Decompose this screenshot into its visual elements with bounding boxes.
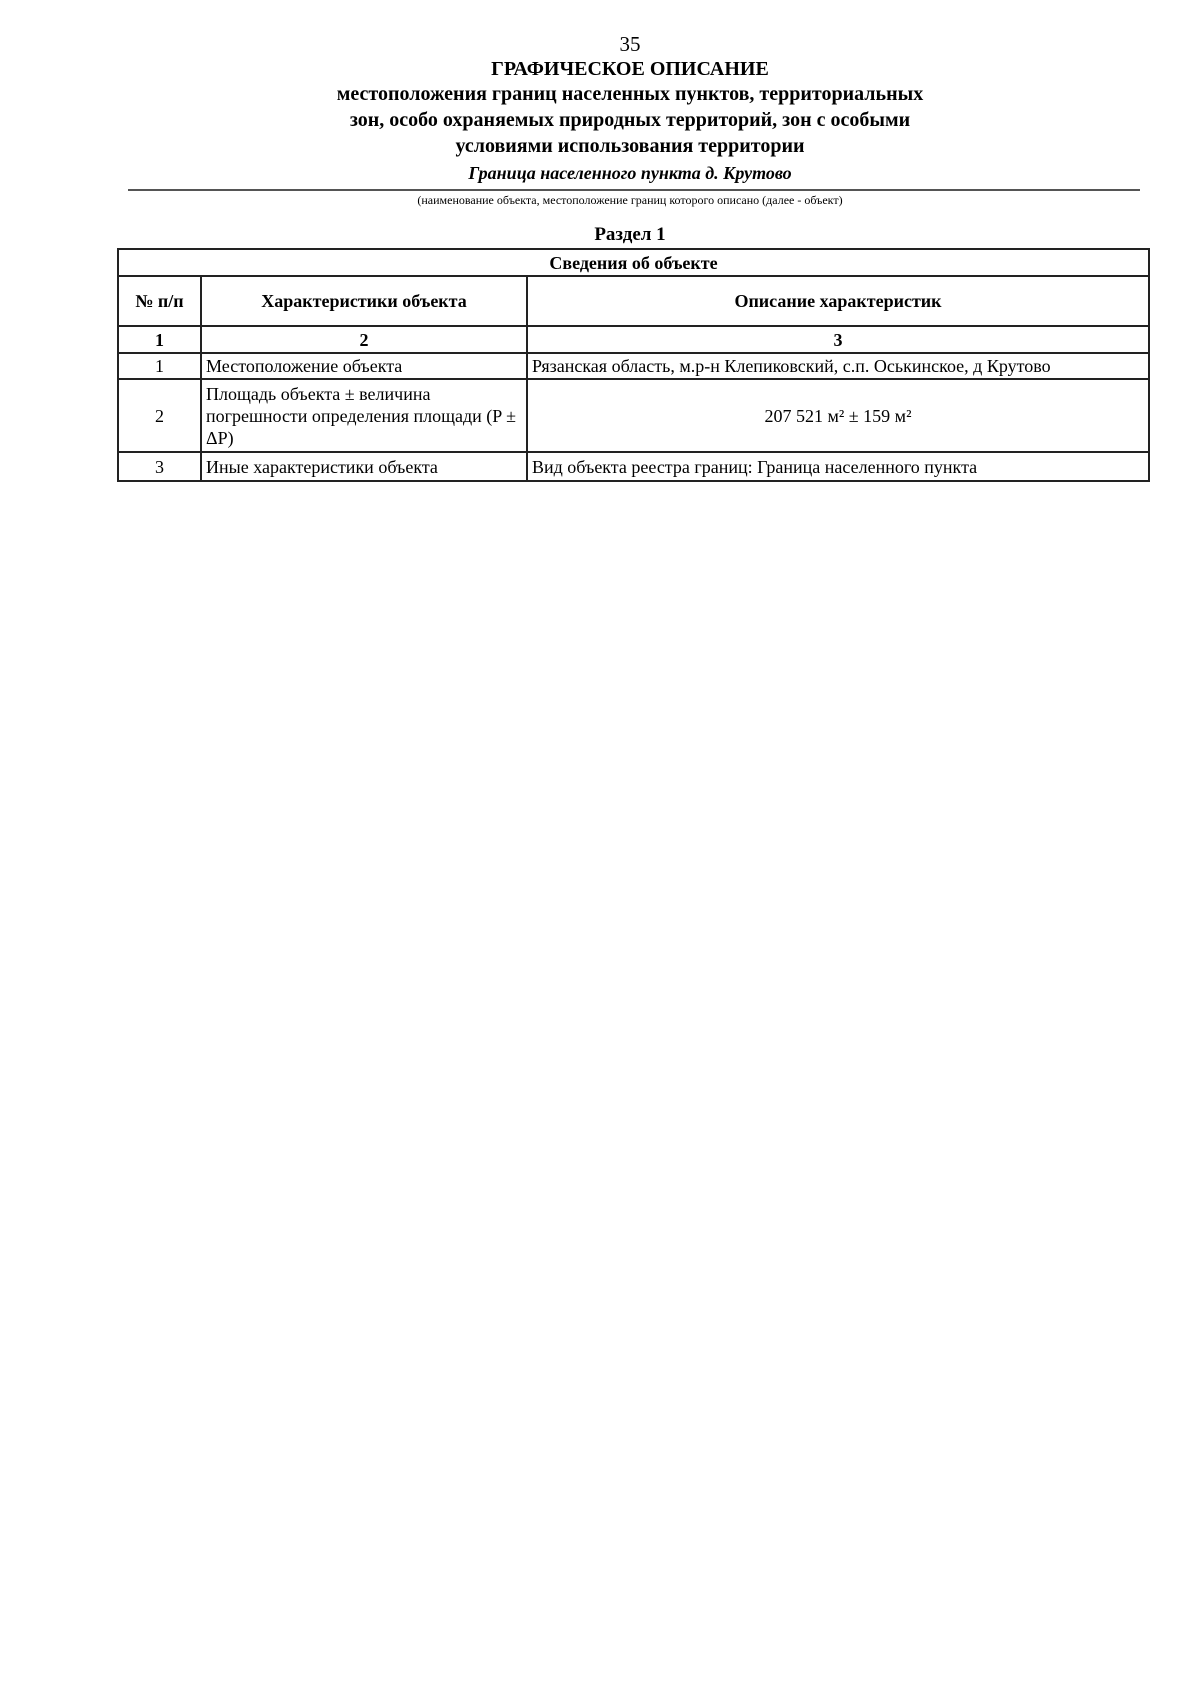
- header-characteristic: Характеристики объекта: [201, 276, 527, 326]
- header-num: № п/п: [118, 276, 201, 326]
- object-caption: (наименование объекта, местоположение границ которого описано (далее - объект): [417, 193, 843, 207]
- row-num: 2: [118, 379, 201, 452]
- column-number: 1: [118, 326, 201, 353]
- subtitle-line: условиями использования территории: [455, 135, 805, 157]
- object-info-table: [117, 248, 1150, 482]
- row-characteristic: Иные характеристики объекта: [201, 452, 527, 481]
- column-number: 3: [527, 326, 1149, 353]
- subtitle-line: зон, особо охраняемых природных территорий, зон с особыми: [349, 109, 911, 131]
- row-characteristic: Местоположение объекта: [201, 353, 527, 379]
- row-description: 207 521 м² ± 159 м²: [527, 379, 1149, 452]
- subtitle-line: местоположения границ населенных пунктов, территориальных: [336, 83, 924, 105]
- column-number: 2: [201, 326, 527, 353]
- table-row: [118, 452, 1149, 481]
- table-row: [118, 353, 1149, 379]
- row-num: 1: [118, 353, 201, 379]
- header-description: Описание характеристик: [527, 276, 1149, 326]
- row-characteristic: Площадь объекта ± величина погрешности определения площади (P ± ΔP): [201, 379, 527, 452]
- table-row: [118, 379, 1149, 452]
- row-description: Рязанская область, м.р-н Клепиковский, с.п. Оськинское, д Крутово: [527, 353, 1149, 379]
- page-number: 35: [619, 32, 641, 56]
- section-title: Раздел 1: [594, 224, 666, 245]
- object-name: Граница населенного пункта д. Крутово: [468, 163, 792, 183]
- row-num: 3: [118, 452, 201, 481]
- table-caption: Сведения об объекте: [118, 249, 1149, 276]
- divider: [128, 189, 1140, 191]
- document-title: ГРАФИЧЕСКОЕ ОПИСАНИЕ: [491, 58, 769, 80]
- row-description: Вид объекта реестра границ: Граница населенного пункта: [527, 452, 1149, 481]
